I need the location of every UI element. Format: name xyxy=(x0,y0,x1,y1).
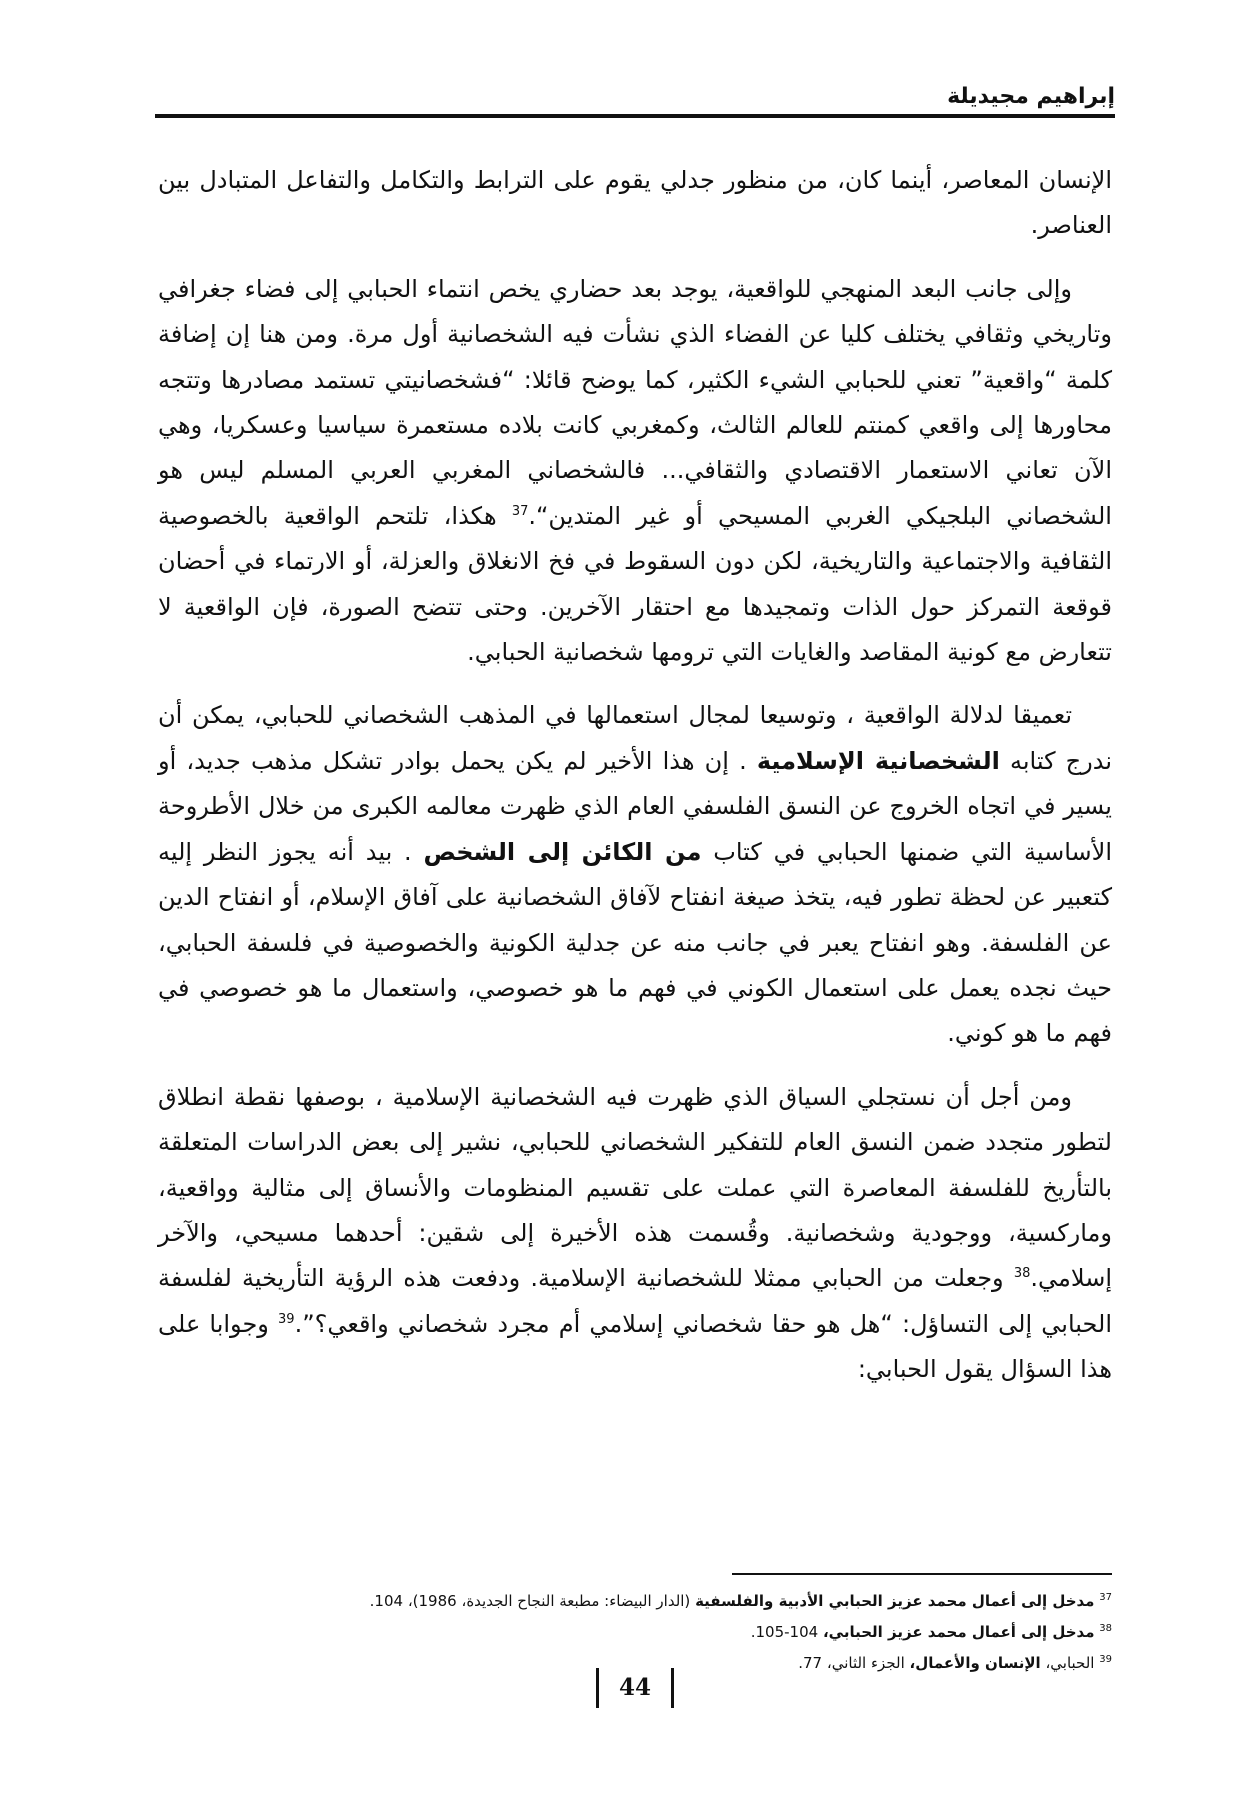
footnote-source-title: مدخل إلى أعمال محمد عزيز الحبابي، xyxy=(822,1623,1095,1641)
main-text xyxy=(158,158,1112,1393)
paragraph-text: وجوابا على هذا السؤال يقول الحبابي: xyxy=(158,1309,1112,1384)
paragraph-text: . إن هذا الأخير لم يكن يحمل بوادر تشكل مذهب جديد، أو يسير في اتجاه الخروج عن النسق الفلسفي العام الذي ظهرت معالمه الكبرى من خلال الأطروحة الأساسية التي ضمنها الحبابي في كتاب xyxy=(158,746,1112,866)
footnote-38 xyxy=(332,1617,1112,1648)
running-header xyxy=(155,82,1115,118)
footnote-source-details: 104-105. xyxy=(750,1623,823,1641)
paragraph-text: . بيد أنه يجوز النظر إليه كتعبير عن لحظة تطور فيه، يتخذ صيغة انفتاح لآفاق الشخصانية على آفاق الإسلام، أو انفتاح الدين عن الفلسفة. وهو انفتاح يعبر في جانب منه عن جدلية الكونية والخصوصية في فلسفة الحبابي، حيث نجده يعمل على استعمال الكوني في فهم ما هو خصوصي، واستعمال ما هو خصوصي في فهم ما هو كوني. xyxy=(158,837,1112,1048)
footnote-source-details: الجزء الثاني، 77. xyxy=(798,1654,910,1672)
footnote-author: الحبابي، xyxy=(1040,1654,1095,1672)
paragraph-text: الإنسان المعاصر، أينما كان، من منظور جدلي يقوم على الترابط والتكامل والتفاعل المتبادل بين العناصر. xyxy=(158,166,1112,240)
book-title: من الكائن إلى الشخص xyxy=(423,837,702,866)
paragraph-text: وإلى جانب البعد المنهجي للواقعية، يوجد بعد حضاري يخص انتماء الحبابي إلى فضاء جغرافي وتاريخي وثقافي يختلف كليا عن الفضاء الذي نشأت فيه الشخصانية أول مرة. ومن هنا إن إضافة كلمة “واقعية” تعني للحبابي الشيء الكثير، كما يوضح قائلا: “فشخصانيتي تستمد مصادرها وتتجه محاورها إلى واقعي كمنتم للعالم الثالث، وكمغربي كانت بلاده مستعمرة سياسيا وعسكريا، وهي الآن تعاني الاستعمار الاقتصادي والثقافي... فالشخصاني المغربي العربي المسلم ليس هو الشخصاني البلجيكي الغربي المسيحي أو غير المتدين“. xyxy=(158,274,1112,530)
footnotes xyxy=(332,1586,1112,1679)
footnote-37 xyxy=(332,1586,1112,1617)
footnote-number: 38 xyxy=(1099,1623,1112,1634)
footnote-ref[interactable]: 38 xyxy=(1013,1266,1031,1282)
footnote-source-title: الإنسان والأعمال، xyxy=(909,1654,1041,1672)
header-rule xyxy=(155,114,1115,118)
footnote-number: 37 xyxy=(1099,1592,1112,1603)
paragraph-historical-context xyxy=(158,1075,1112,1393)
footnote-source-title: مدخل إلى أعمال محمد عزيز الحبابي الأدبية والفلسفية xyxy=(695,1592,1095,1610)
paragraph-continuation xyxy=(158,158,1112,249)
paragraph-text: هكذا، تلتحم الواقعية بالخصوصية الثقافية والاجتماعية والتاريخية، لكن دون السقوط في فخ الانغلاق والعزلة، أو الارتماء في أحضان قوقعة التمركز حول الذات وتمجيدها مع احتقار الآخرين. وحتى تتضح الصورة، فإن الواقعية لا تتعارض مع كونية المقاصد والغايات التي ترومها شخصانية الحبابي. xyxy=(158,501,1112,667)
paragraph-text: وجعلت من الحبابي ممثلا للشخصانية الإسلامية. ودفعت هذه الرؤية التأريخية لفلسفة الحبابي إلى التساؤل: “هل هو حقا شخصاني إسلامي أم مجرد شخصاني واقعي؟”. xyxy=(158,1264,1112,1338)
footnote-ref[interactable]: 37 xyxy=(511,503,529,519)
footnote-39 xyxy=(332,1648,1112,1679)
footnote-number: 39 xyxy=(1099,1654,1112,1665)
paragraph-realism-civilizational xyxy=(158,267,1112,676)
footnote-source-details: (الدار البيضاء: مطبعة النجاح الجديدة، 1986)، 104. xyxy=(369,1592,696,1610)
paragraph-text: ومن أجل أن نستجلي السياق الذي ظهرت فيه الشخصانية الإسلامية ، بوصفها نقطة انطلاق لتطور متجدد ضمن النسق العام للتفكير الشخصاني للحبابي، نشير إلى بعض الدراسات المتعلقة بالتأريخ للفلسفة المعاصرة التي عملت على تقسيم المنظومات والأنساق إلى مثالية وواقعية، وماركسية، ووجودية وشخصانية. وقُسمت هذه الأخيرة إلى شقين: أحدهما مسيحي، والآخر إسلامي. xyxy=(158,1082,1112,1293)
page-number: 44 xyxy=(596,1668,674,1708)
header-author-name: إبراهيم مجيديلة xyxy=(947,84,1115,109)
paragraph-text: تعميقا لدلالة الواقعية ، وتوسيعا لمجال استعمالها في المذهب الشخصاني للحبابي، يمكن أن ندرج كتابه xyxy=(158,701,1112,775)
paragraph-islamic-personalism xyxy=(158,693,1112,1056)
footnote-separator xyxy=(732,1573,1112,1575)
book-title: الشخصانية الإسلامية xyxy=(756,746,1000,775)
footnote-ref[interactable]: 39 xyxy=(278,1311,295,1327)
